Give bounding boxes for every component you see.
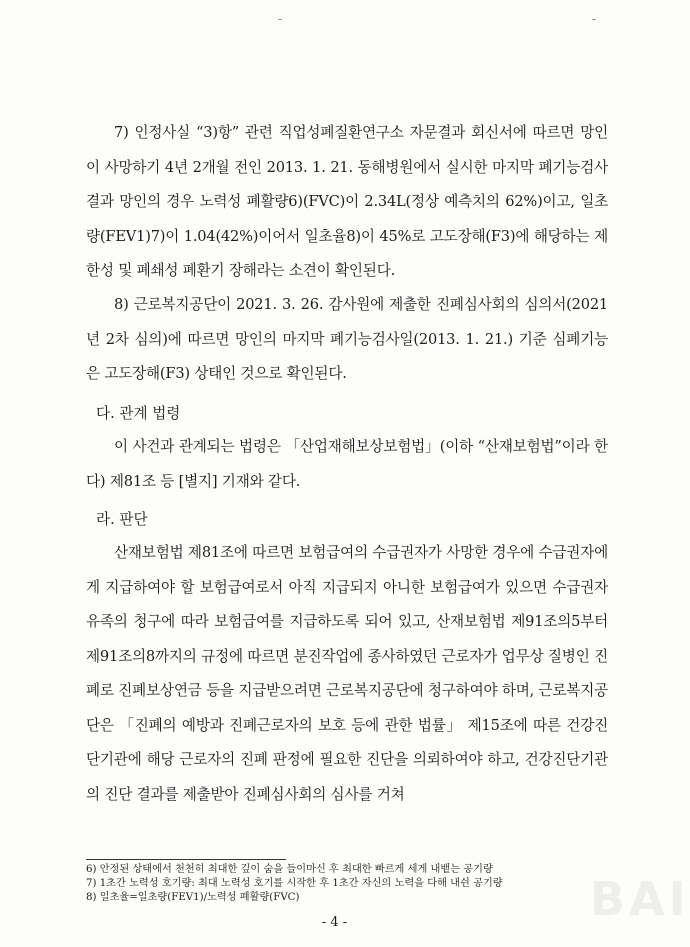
- bai-watermark: BAI: [590, 872, 690, 926]
- paragraph-7: 7) 인정사실 “3)항” 관련 직업성폐질환연구소 자문결과 회신서에 따르면 망인이 사망하기 4년 2개월 전인 2013. 1. 21. 동해병원에서 실시한 마지막 폐기능검사 결과 망인의 경우 노력성 폐활량6)(FVC)이 2.34L(정상 예측치의 62%)이고, 일초량(FEV1)7)이 1.04(42%)이어서 일초율8)이 45%로 고도장해(F3)에 해당하는 제한성 및 폐쇄성 폐환기 장해라는 소견이 확인된다.: [86, 124, 608, 279]
- section-heading-judgment: 라. 판단: [96, 511, 148, 528]
- page-number: - 4 -: [321, 915, 348, 930]
- scan-mark: -: [278, 12, 283, 26]
- scan-mark: -: [592, 12, 597, 26]
- section-body-judgment: 산재보험법 제81조에 따르면 보험급여의 수급권자가 사망한 경우에 수급권자에게 지급하여야 할 보험급여로서 아직 지급되지 아니한 보험급여가 있으면 수급권자 유족의 청구에 따라 보험급여를 지급하도록 되어 있고, 산재보험법 제91조의5부터 제91조의8까지의 규정에 따르면 분진작업에 종사하였던 근로자가 업무상 질병인 진폐로 진폐보상연금 등을 지급받으려면 근로복지공단에 청구하여야 하며, 근로복지공단은 「진폐의 예방과 진폐근로자의 보호 등에 관한 법률」 제15조에 따른 건강진단기관에 해당 근로자의 진폐 판정에 필요한 진단을 의뢰하여야 하고, 건강진단기관의 진단 결과를 제출받아 진폐심사회의 심사를 거쳐: [86, 544, 608, 803]
- footnote-7: 7) 1초간 노력성 호기량: 최대 노력성 호기를 시작한 후 1초간 자신의 노력을 다해 내쉰 공기량: [86, 878, 503, 889]
- section-heading-legal: 다. 관계 법령: [96, 405, 181, 422]
- footnote-divider: [86, 859, 286, 860]
- footnote-6: 6) 안정된 상태에서 천천히 최대한 깊이 숨을 들이마신 후 최대한 빠르게 세게 내뱉는 공기량: [86, 864, 493, 875]
- paragraph-8: 8) 근로복지공단이 2021. 3. 26. 감사원에 제출한 진폐심사회의 심의서(2021년 2차 심의)에 따르면 망인의 마지막 폐기능검사일(2013. 1. 21.) 기준 심폐기능은 고도장해(F3) 상태인 것으로 확인된다.: [86, 296, 608, 382]
- footnote-8: 8) 일초율=일초량(FEV1)/노력성 폐활량(FVC): [86, 892, 300, 903]
- section-body-legal: 이 사건과 관계되는 법령은 「산업재해보상보험법」(이하 “산재보험법”이라 한다) 제81조 등 [별지] 기재와 같다.: [86, 438, 608, 490]
